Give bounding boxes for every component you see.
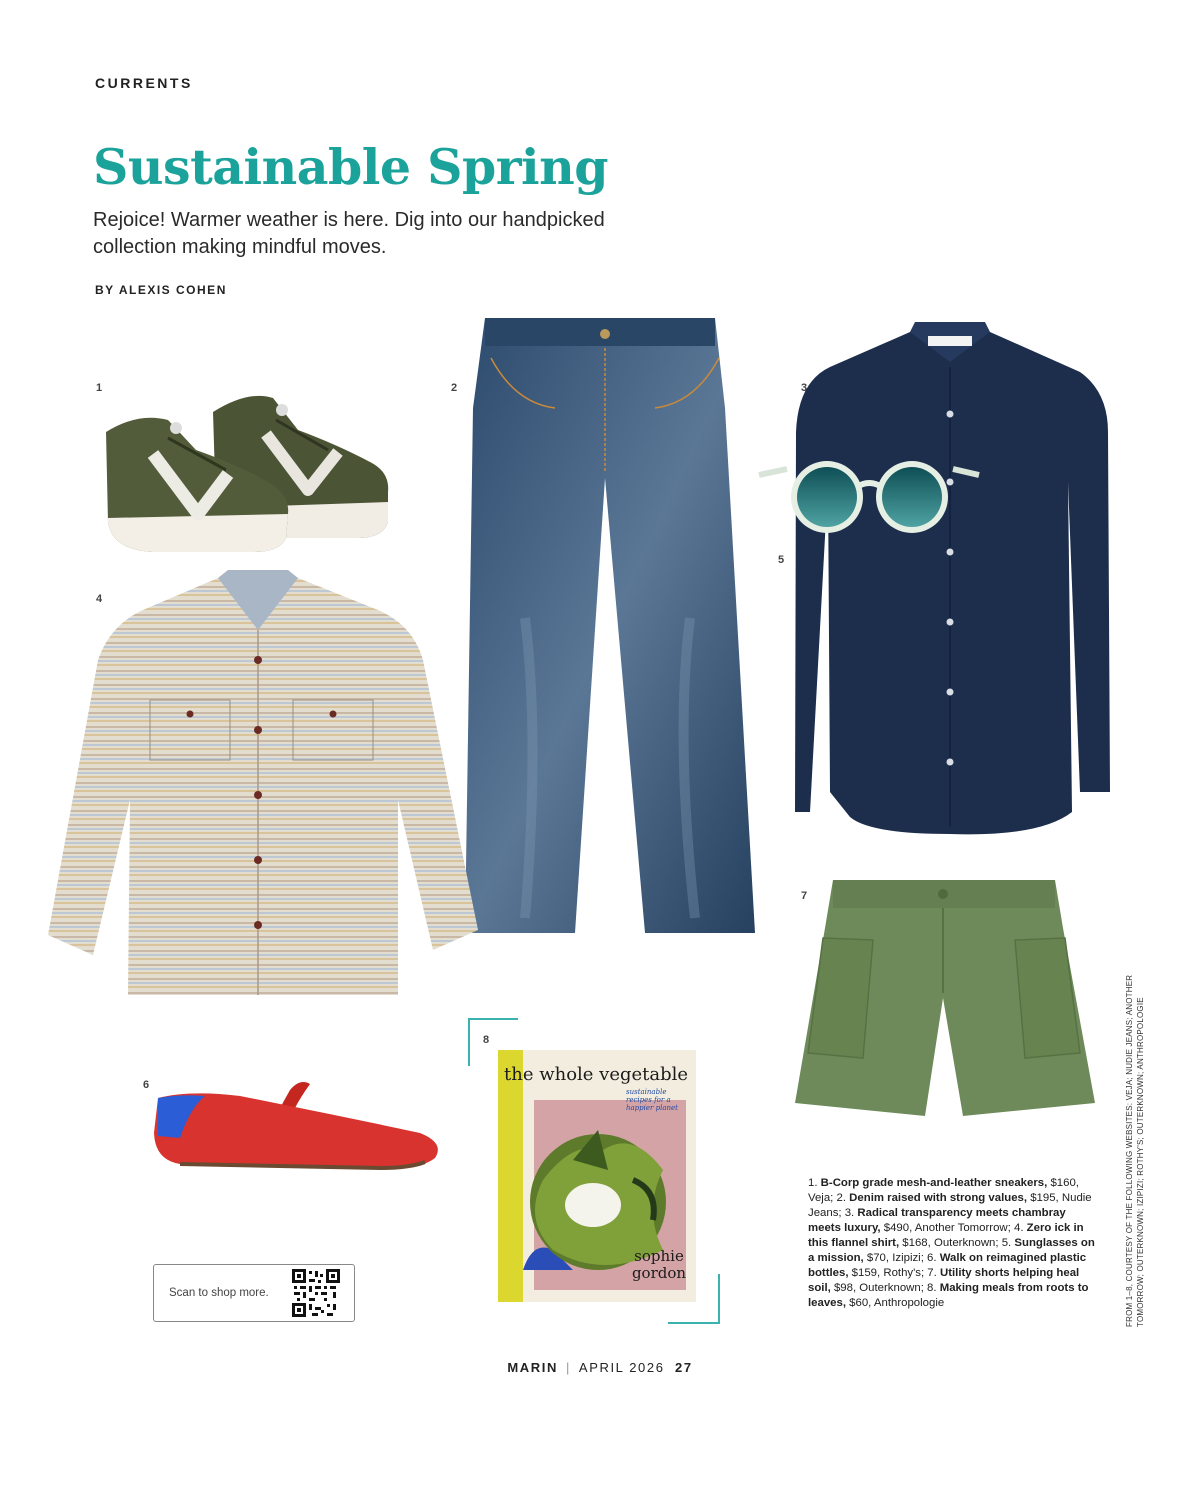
caption-part: $159, Rothy's; 7. [848, 1267, 940, 1279]
qr-code-box[interactable] [153, 1264, 355, 1322]
caption-part: Utility shorts helping heal soil, [808, 1267, 1080, 1294]
magazine-name: MARIN [507, 1360, 558, 1375]
byline: BY ALEXIS COHEN [95, 283, 227, 297]
jeans-image[interactable] [455, 318, 760, 936]
caption-part: Zero ick in this flannel shirt, [808, 1222, 1084, 1249]
item-number-3: 3 [801, 382, 808, 394]
item-number-4: 4 [96, 593, 103, 605]
photo-credit: FROM 1–8, COURTESY OF THE FOLLOWING WEBSITES: VEJA; NUDIE JEANS; ANOTHER TOMORROW; OUTERKNOWN; IZIPIZI; ROTHY'S; OUTERKNOWN; ANTHROPOLOGIE [1125, 974, 1145, 1327]
page-number: 27 [674, 1360, 693, 1375]
item-number-7: 7 [801, 890, 808, 902]
item-number-8: 8 [483, 1034, 490, 1046]
item-number-5: 5 [778, 554, 785, 566]
caption-part: $195, Nudie Jeans; 3. [808, 1192, 1092, 1219]
page-subtitle: Rejoice! Warmer weather is here. Dig into our handpicked collection making mindful moves. [93, 209, 605, 258]
caption-part: 1. [808, 1177, 821, 1189]
product-caption [808, 1176, 1098, 1311]
caption-part: $60, Anthropologie [846, 1297, 945, 1309]
caption-part: Sunglasses on a mission, [808, 1237, 1095, 1264]
caption-part: Denim raised with strong values, [849, 1192, 1028, 1204]
caption-part: $490, Another Tomorrow; 4. [880, 1222, 1027, 1234]
book-cover-image[interactable] [498, 1050, 696, 1302]
qr-code-icon[interactable] [292, 1269, 340, 1317]
folio: MARIN | APRIL 2026 27 [507, 1360, 693, 1375]
item-number-1: 1 [96, 382, 103, 394]
shorts-image[interactable] [793, 878, 1096, 1118]
item-number-2: 2 [451, 382, 458, 394]
sneakers-image[interactable] [98, 390, 393, 555]
issue-date: APRIL 2026 [578, 1360, 665, 1375]
caption-part: $168, Outerknown; 5. [899, 1237, 1015, 1249]
book-author-first: sophie [634, 1247, 684, 1265]
qr-label: Scan to shop more. [169, 1287, 269, 1299]
sunglasses-image[interactable] [757, 457, 982, 537]
section-label: CURRENTS [95, 75, 193, 91]
chambray-shirt-image[interactable] [790, 322, 1115, 837]
red-flat-image[interactable] [150, 1078, 445, 1173]
book-title: the whole vegetable [504, 1064, 689, 1085]
page-title: Sustainable Spring [93, 138, 609, 196]
caption-part: Radical transparency meets chambray meets luxury, [808, 1207, 1066, 1234]
caption-part: Walk on reimagined plastic bottles, [808, 1252, 1087, 1279]
book-author-last: gordon [631, 1264, 687, 1282]
caption-part: $98, Outerknown; 8. [830, 1282, 940, 1294]
caption-part: Making meals from roots to leaves, [808, 1282, 1089, 1309]
book-tagline: sustainable recipes for a happier planet [626, 1088, 678, 1112]
caption-part: B-Corp grade mesh-and-leather sneakers, [820, 1177, 1048, 1189]
item-number-6: 6 [143, 1079, 150, 1091]
flannel-shirt-image[interactable] [38, 570, 483, 1000]
caption-part: $70, Izipizi; 6. [863, 1252, 940, 1264]
caption-part: $160, Veja; 2. [808, 1177, 1079, 1204]
